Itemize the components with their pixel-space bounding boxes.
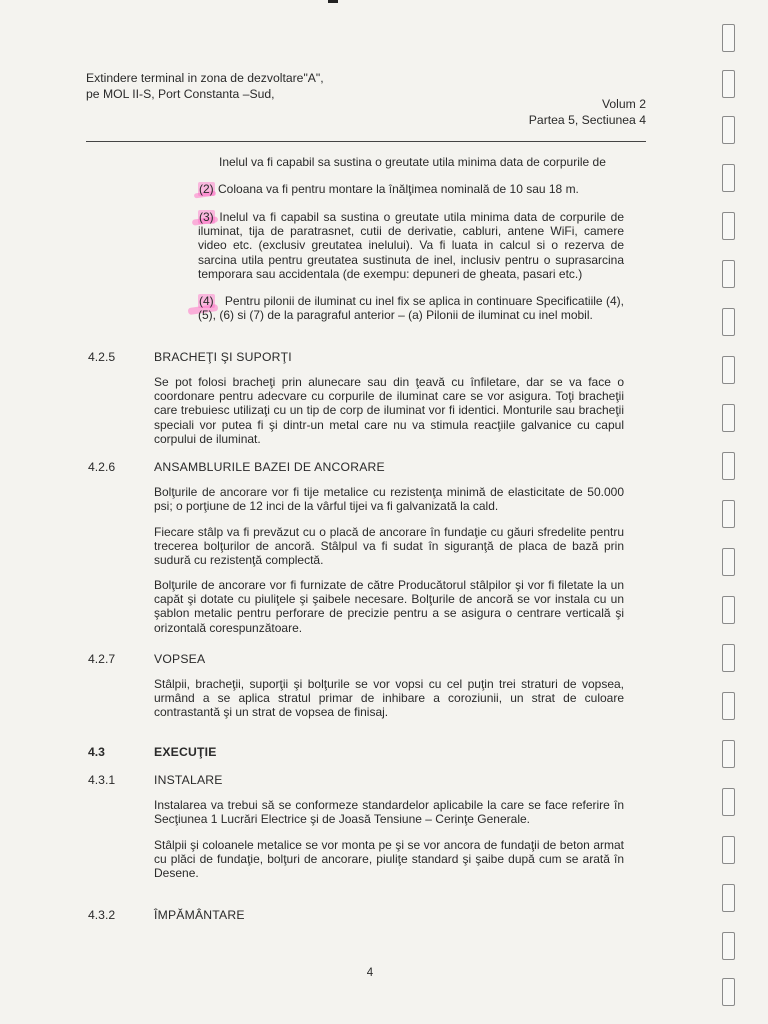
list-item-4-number: (4)	[199, 294, 214, 308]
binder-hole	[722, 260, 735, 288]
page-number: 4	[366, 967, 374, 979]
header-volume-label: Volum 2	[601, 97, 646, 111]
section-4-3-1-paragraph-2: Stâlpii şi coloanele metalice se vor monta pe şi se vor ancora de fundaţii de beton armat cu plăci de fundaţie, bolţuri de ancorare, piuliţe standard şi şaibe după cum se arată în Desene.	[154, 838, 624, 881]
section-4-2-6-paragraph-2: Fiecare stâlp va fi prevăzut cu o placă de ancorare în fundaţie cu găuri sfredelite pentru trecerea bolţurilor de ancoră. Stâlpul va fi sudat în siguranţă de placa de bază prin sudură cu rezistenţă complectă.	[154, 525, 624, 568]
list-item-2-text: Coloana va fi pentru montare la înălţimea nominală de 10 sau 18 m.	[218, 182, 579, 196]
section-4-3-2-title: ÎMPĂMÂNTARE	[154, 908, 245, 922]
section-4-2-6-title: ANSAMBLURILE BAZEI DE ANCORARE	[154, 460, 385, 474]
list-item-4	[198, 294, 624, 322]
binder-hole	[722, 308, 735, 336]
binder-hole	[722, 788, 735, 816]
binder-hole	[722, 500, 735, 528]
section-4-2-6-paragraph-3: Bolţurile de ancorare vor fi furnizate de către Producătorul stâlpilor şi vor fi filetate la un capăt şi dotate cu piuliţele şi şaibele necesare. Bolţurile de ancoră se vor instala cu un şablon metalic pentru perforare de precizie pentru a se asigura o centrare verticală şi orizontală corespunzătoare.	[154, 578, 624, 635]
list-item-2-number: (2)	[199, 182, 214, 196]
section-4-2-6-paragraph-1: Bolţurile de ancorare vor fi tije metalice cu rezistenţa minimă de elasticitate de 50.000 psi; o porţiune de 12 inci de la vârful tijei va fi galvanizată la cald.	[154, 485, 624, 514]
binder-hole	[722, 70, 735, 98]
list-item-3	[198, 210, 624, 281]
binder-hole	[722, 644, 735, 672]
list-item-2	[198, 182, 624, 196]
section-4-2-7-paragraph-1: Stâlpii, bracheţii, suporţii şi bolţurile se vor vopsi cu cel puţin trei straturi de vopsea, urmând a se aplica stratul primar de inhibare a coroziunii, un strat de culoare contrastantă şi un strat de vopsea de finisaj.	[154, 677, 624, 720]
section-4-3-title: EXECUŢIE	[154, 745, 217, 759]
binder-hole	[722, 356, 735, 384]
binder-hole	[722, 836, 735, 864]
binder-hole	[722, 884, 735, 912]
binder-hole	[722, 596, 735, 624]
header-part-label: Partea 5, Sectiunea 4	[528, 113, 646, 127]
intro-line: Inelul va fi capabil sa sustina o greutate utila minima data de corpurile de	[219, 155, 606, 169]
binder-hole	[722, 164, 735, 192]
section-4-3-number: 4.3	[88, 745, 105, 759]
section-4-3-1-paragraph-1: Instalarea va trebui să se conformeze standardelor aplicabile la care se face referire în Secţiunea 1 Lucrări Electrice şi de Joasă Tensiune – Cerinţe Generale.	[154, 798, 624, 827]
section-4-2-5-number: 4.2.5	[88, 350, 116, 364]
list-item-4-text: Pentru pilonii de iluminat cu inel fix se aplica in continuare Specificatiile (4), (5), (6) si (7) de la paragraful anterior – (a) Pilonii de iluminat cu inel mobil.	[198, 294, 624, 323]
binder-hole	[722, 212, 735, 240]
binder-hole	[722, 24, 735, 52]
binder-hole	[722, 548, 735, 576]
section-4-3-1-title: INSTALARE	[154, 773, 223, 787]
staple-mark	[328, 0, 338, 3]
header-line-2: pe MOL II-S, Port Constanta –Sud,	[86, 87, 275, 101]
list-item-3-number: (3)	[199, 210, 214, 224]
binder-hole	[722, 116, 735, 144]
section-4-2-5-paragraph-1: Se pot folosi bracheţi prin alunecare sau din ţeavă cu înfiletare, dar se va face o coordonare pentru adecvare cu corpurile de iluminat care se vor asigura. Toţi bracheţii care trebuiesc utilizaţi cu un tip de corp de iluminat vor fi identici. Monturile sau bracheţii speciali vor putea fi şi dintr-un metal care nu va stimula reacţiile galvanice cu capul corpului de iluminat.	[154, 375, 624, 446]
binder-hole	[722, 932, 735, 960]
binder-hole	[722, 740, 735, 768]
binder-hole	[722, 978, 735, 1006]
section-4-2-7-number: 4.2.7	[88, 652, 116, 666]
binder-hole	[722, 404, 735, 432]
section-4-3-1-number: 4.3.1	[88, 773, 116, 787]
section-4-2-5-title: BRACHEŢI ŞI SUPORŢI	[154, 350, 292, 364]
header-rule	[86, 141, 646, 142]
section-4-2-6-number: 4.2.6	[88, 460, 116, 474]
section-4-2-7-title: VOPSEA	[154, 652, 206, 666]
header-volume	[529, 96, 646, 128]
binder-hole	[722, 692, 735, 720]
header-project	[86, 70, 324, 102]
header-line-1: Extindere terminal in zona de dezvoltare"A",	[86, 71, 324, 85]
list-item-3-text: Inelul va fi capabil sa sustina o greutate utila minima data de corpurile de iluminat, tija de paratrasnet, cutii de derivatie, cabluri, antene WiFi, camere video etc. (exclusiv greutatea inelului). Va fi luata in calcul si o rezerva de sarcina utila pentru greutatea sustinuta de inel, inclusiv pentru o suprasarcina temporara sau accidentala (de exempu: depuneri de gheata, pasari etc.)	[198, 210, 624, 281]
binder-hole	[722, 452, 735, 480]
section-4-3-2-number: 4.3.2	[88, 908, 116, 922]
